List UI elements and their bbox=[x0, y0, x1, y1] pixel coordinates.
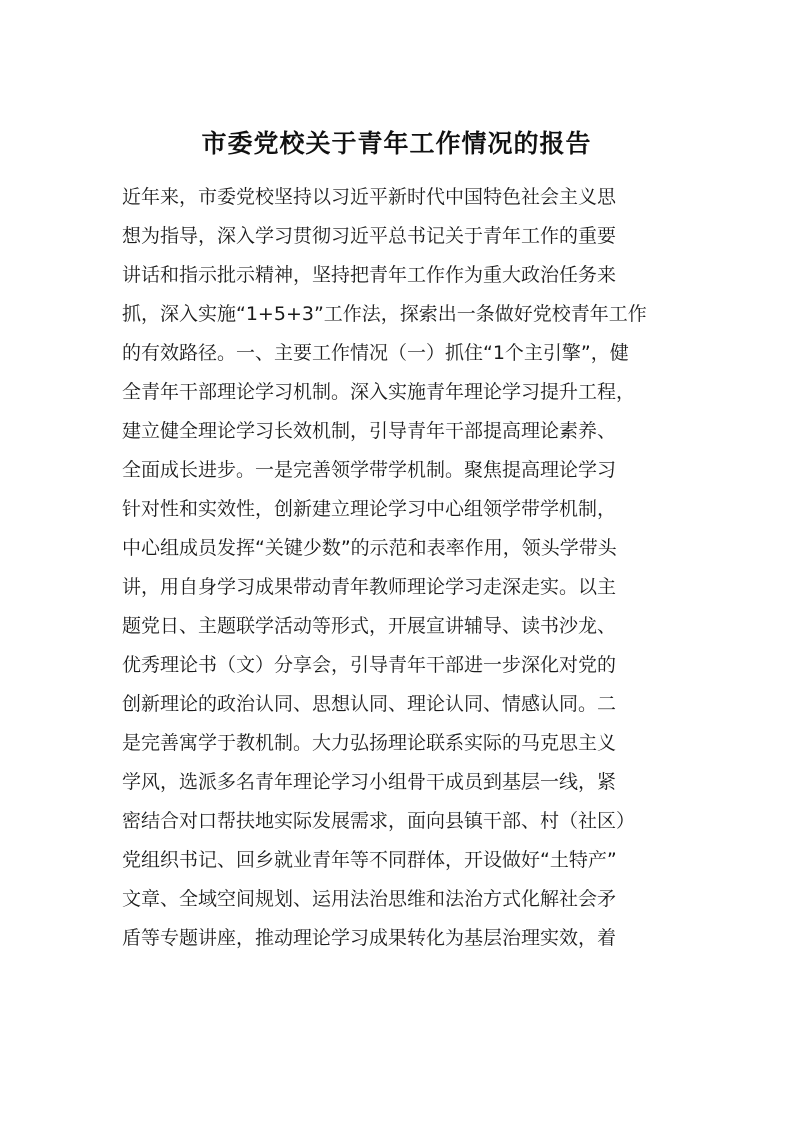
body-line: 密结合对口帮扶地实际发展需求，面向县镇干部、村（社区） bbox=[122, 810, 636, 832]
body-line: 题党日、主题联学活动等形式，开展宣讲辅导、读书沙龙、 bbox=[122, 615, 617, 637]
body-line: 创新理论的政治认同、思想认同、理论认同、情感认同。二 bbox=[122, 693, 617, 715]
body-line: 想为指导，深入学习贯彻习近平总书记关于青年工作的重要 bbox=[122, 225, 617, 247]
body-line: 讲，用自身学习成果带动青年教师理论学习走深走实。以主 bbox=[122, 576, 617, 598]
body-line: 近年来，市委党校坚持以习近平新时代中国特色社会主义思 bbox=[122, 186, 617, 208]
document-title: 市委党校关于青年工作情况的报告 bbox=[201, 129, 592, 158]
body-line: 抓，深入实施“1+5+3”工作法，探索出一条做好党校青年工作 bbox=[122, 303, 647, 325]
body-line: 针对性和实效性，创新建立理论学习中心组领学带学机制， bbox=[122, 498, 617, 520]
body-line: 建立健全理论学习长效机制，引导青年干部提高理论素养、 bbox=[122, 420, 617, 442]
body-line: 文章、全域空间规划、运用法治思维和法治方式化解社会矛 bbox=[122, 888, 617, 910]
body-line: 盾等专题讲座，推动理论学习成果转化为基层治理实效，着 bbox=[122, 927, 617, 949]
body-line: 讲话和指示批示精神，坚持把青年工作作为重大政治任务来 bbox=[122, 264, 617, 286]
body-line: 学风，选派多名青年理论学习小组骨干成员到基层一线，紧 bbox=[122, 771, 617, 793]
body-line: 的有效路径。一、主要工作情况（一）抓住“1个主引擎”，健 bbox=[122, 342, 629, 364]
body-line: 党组织书记、回乡就业青年等不同群体，开设做好“土特产” bbox=[122, 849, 617, 871]
body-line: 中心组成员发挥“关键少数”的示范和表率作用，领头学带头 bbox=[122, 537, 617, 559]
body-line: 全青年干部理论学习机制。深入实施青年理论学习提升工程， bbox=[122, 381, 636, 403]
body-line: 全面成长进步。一是完善领学带学机制。聚焦提高理论学习 bbox=[122, 459, 617, 481]
body-line: 优秀理论书（文）分享会，引导青年干部进一步深化对党的 bbox=[122, 654, 617, 676]
document-body bbox=[122, 178, 682, 958]
body-line: 是完善寓学于教机制。大力弘扬理论联系实际的马克思主义 bbox=[122, 732, 617, 754]
